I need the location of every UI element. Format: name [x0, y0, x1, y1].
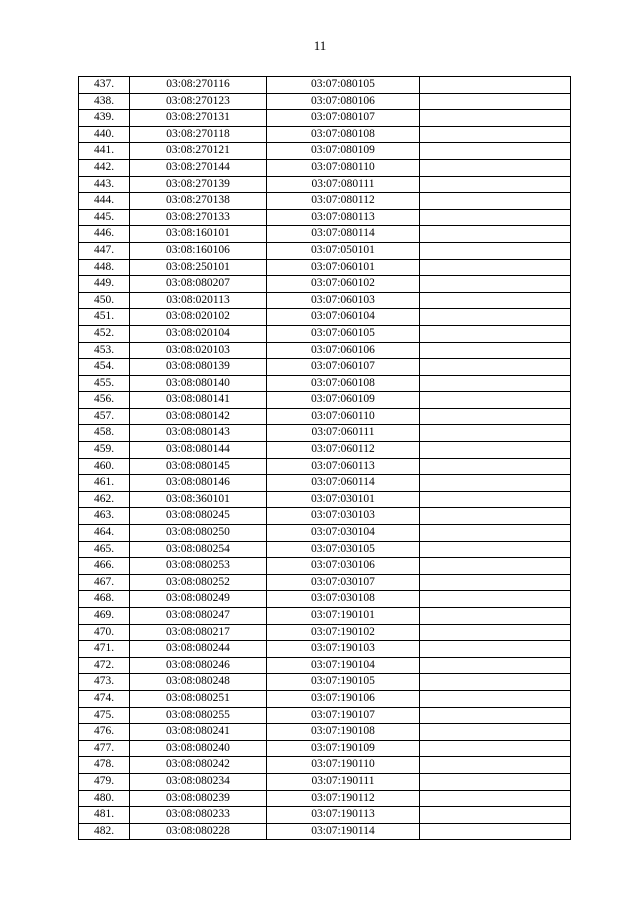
code-b-cell: 03:07:030105 — [267, 541, 420, 558]
empty-cell — [420, 458, 571, 475]
code-b-cell: 03:07:190104 — [267, 657, 420, 674]
empty-cell — [420, 325, 571, 342]
row-number-cell: 464. — [79, 525, 130, 542]
table-row — [79, 823, 571, 840]
empty-cell — [420, 259, 571, 276]
table-row — [79, 309, 571, 326]
code-a-cell: 03:08:270121 — [130, 143, 267, 160]
empty-cell — [420, 408, 571, 425]
code-a-cell: 03:08:080242 — [130, 757, 267, 774]
table-row — [79, 425, 571, 442]
empty-cell — [420, 574, 571, 591]
code-a-cell: 03:08:270139 — [130, 176, 267, 193]
row-number-cell: 477. — [79, 740, 130, 757]
table-row — [79, 525, 571, 542]
row-number-cell: 450. — [79, 292, 130, 309]
empty-cell — [420, 475, 571, 492]
code-b-cell: 03:07:080114 — [267, 226, 420, 243]
code-b-cell: 03:07:030104 — [267, 525, 420, 542]
empty-cell — [420, 740, 571, 757]
code-a-cell: 03:08:020102 — [130, 309, 267, 326]
row-number-cell: 461. — [79, 475, 130, 492]
code-a-cell: 03:08:020103 — [130, 342, 267, 359]
code-b-cell: 03:07:060107 — [267, 359, 420, 376]
code-a-cell: 03:08:080251 — [130, 690, 267, 707]
table-row — [79, 541, 571, 558]
empty-cell — [420, 690, 571, 707]
code-b-cell: 03:07:060112 — [267, 442, 420, 459]
table-row — [79, 608, 571, 625]
code-a-cell: 03:08:270118 — [130, 126, 267, 143]
code-b-cell: 03:07:190102 — [267, 624, 420, 641]
code-a-cell: 03:08:080146 — [130, 475, 267, 492]
code-b-cell: 03:07:080107 — [267, 110, 420, 127]
code-b-cell: 03:07:190109 — [267, 740, 420, 757]
empty-cell — [420, 807, 571, 824]
code-a-cell: 03:08:080246 — [130, 657, 267, 674]
empty-cell — [420, 724, 571, 741]
row-number-cell: 451. — [79, 309, 130, 326]
table-row — [79, 408, 571, 425]
empty-cell — [420, 209, 571, 226]
table-row — [79, 690, 571, 707]
table-row — [79, 276, 571, 293]
table-row — [79, 574, 571, 591]
table-row — [79, 359, 571, 376]
empty-cell — [420, 276, 571, 293]
empty-cell — [420, 242, 571, 259]
empty-cell — [420, 491, 571, 508]
code-a-cell: 03:08:080141 — [130, 392, 267, 409]
row-number-cell: 443. — [79, 176, 130, 193]
row-number-cell: 476. — [79, 724, 130, 741]
empty-cell — [420, 790, 571, 807]
row-number-cell: 449. — [79, 276, 130, 293]
code-a-cell: 03:08:080252 — [130, 574, 267, 591]
code-a-cell: 03:08:160106 — [130, 242, 267, 259]
code-b-cell: 03:07:080110 — [267, 159, 420, 176]
empty-cell — [420, 292, 571, 309]
code-b-cell: 03:07:060103 — [267, 292, 420, 309]
code-a-cell: 03:08:080240 — [130, 740, 267, 757]
empty-cell — [420, 226, 571, 243]
table-row — [79, 77, 571, 94]
row-number-cell: 444. — [79, 193, 130, 210]
table-row — [79, 325, 571, 342]
code-b-cell: 03:07:190112 — [267, 790, 420, 807]
table-row — [79, 126, 571, 143]
code-b-cell: 03:07:060110 — [267, 408, 420, 425]
table-row — [79, 375, 571, 392]
code-a-cell: 03:08:080255 — [130, 707, 267, 724]
code-b-cell: 03:07:080105 — [267, 77, 420, 94]
code-b-cell: 03:07:080108 — [267, 126, 420, 143]
table-row — [79, 491, 571, 508]
row-number-cell: 446. — [79, 226, 130, 243]
code-b-cell: 03:07:060102 — [267, 276, 420, 293]
row-number-cell: 467. — [79, 574, 130, 591]
empty-cell — [420, 375, 571, 392]
empty-cell — [420, 77, 571, 94]
empty-cell — [420, 159, 571, 176]
table-row — [79, 558, 571, 575]
code-a-cell: 03:08:080217 — [130, 624, 267, 641]
code-b-cell: 03:07:080113 — [267, 209, 420, 226]
empty-cell — [420, 359, 571, 376]
row-number-cell: 441. — [79, 143, 130, 160]
row-number-cell: 469. — [79, 608, 130, 625]
empty-cell — [420, 823, 571, 840]
code-a-cell: 03:08:270138 — [130, 193, 267, 210]
code-a-cell: 03:08:080254 — [130, 541, 267, 558]
row-number-cell: 465. — [79, 541, 130, 558]
empty-cell — [420, 342, 571, 359]
code-b-cell: 03:07:060105 — [267, 325, 420, 342]
table-row — [79, 259, 571, 276]
code-a-cell: 03:08:270116 — [130, 77, 267, 94]
table-row — [79, 442, 571, 459]
empty-cell — [420, 126, 571, 143]
row-number-cell: 439. — [79, 110, 130, 127]
row-number-cell: 456. — [79, 392, 130, 409]
row-number-cell: 455. — [79, 375, 130, 392]
table-row — [79, 226, 571, 243]
code-b-cell: 03:07:190111 — [267, 773, 420, 790]
row-number-cell: 440. — [79, 126, 130, 143]
code-a-cell: 03:08:270123 — [130, 93, 267, 110]
code-b-cell: 03:07:030106 — [267, 558, 420, 575]
code-a-cell: 03:08:080234 — [130, 773, 267, 790]
row-number-cell: 453. — [79, 342, 130, 359]
code-a-cell: 03:08:080143 — [130, 425, 267, 442]
empty-cell — [420, 110, 571, 127]
data-table — [78, 76, 571, 840]
row-number-cell: 458. — [79, 425, 130, 442]
empty-cell — [420, 525, 571, 542]
code-a-cell: 03:08:080241 — [130, 724, 267, 741]
table-row — [79, 110, 571, 127]
row-number-cell: 442. — [79, 159, 130, 176]
code-b-cell: 03:07:060104 — [267, 309, 420, 326]
code-b-cell: 03:07:080109 — [267, 143, 420, 160]
row-number-cell: 479. — [79, 773, 130, 790]
row-number-cell: 462. — [79, 491, 130, 508]
table-row — [79, 790, 571, 807]
code-b-cell: 03:07:030108 — [267, 591, 420, 608]
row-number-cell: 471. — [79, 641, 130, 658]
code-a-cell: 03:08:080207 — [130, 276, 267, 293]
code-b-cell: 03:07:190113 — [267, 807, 420, 824]
table-row — [79, 176, 571, 193]
row-number-cell: 457. — [79, 408, 130, 425]
table-row — [79, 392, 571, 409]
code-a-cell: 03:08:080250 — [130, 525, 267, 542]
code-b-cell: 03:07:030107 — [267, 574, 420, 591]
code-b-cell: 03:07:190101 — [267, 608, 420, 625]
code-b-cell: 03:07:190114 — [267, 823, 420, 840]
code-a-cell: 03:08:270131 — [130, 110, 267, 127]
code-b-cell: 03:07:190106 — [267, 690, 420, 707]
code-a-cell: 03:08:080247 — [130, 608, 267, 625]
code-a-cell: 03:08:080139 — [130, 359, 267, 376]
empty-cell — [420, 591, 571, 608]
row-number-cell: 480. — [79, 790, 130, 807]
table-row — [79, 159, 571, 176]
table-row — [79, 508, 571, 525]
code-a-cell: 03:08:270144 — [130, 159, 267, 176]
code-b-cell: 03:07:060113 — [267, 458, 420, 475]
code-a-cell: 03:08:080140 — [130, 375, 267, 392]
table-body — [79, 77, 571, 840]
code-a-cell: 03:08:020104 — [130, 325, 267, 342]
table-row — [79, 740, 571, 757]
table-row — [79, 657, 571, 674]
code-a-cell: 03:08:080253 — [130, 558, 267, 575]
code-b-cell: 03:07:190105 — [267, 674, 420, 691]
table-row — [79, 242, 571, 259]
row-number-cell: 447. — [79, 242, 130, 259]
empty-cell — [420, 707, 571, 724]
code-b-cell: 03:07:060108 — [267, 375, 420, 392]
code-a-cell: 03:08:080233 — [130, 807, 267, 824]
empty-cell — [420, 143, 571, 160]
row-number-cell: 437. — [79, 77, 130, 94]
empty-cell — [420, 558, 571, 575]
empty-cell — [420, 608, 571, 625]
table-row — [79, 624, 571, 641]
code-a-cell: 03:08:080239 — [130, 790, 267, 807]
row-number-cell: 448. — [79, 259, 130, 276]
code-a-cell: 03:08:080142 — [130, 408, 267, 425]
code-b-cell: 03:07:050101 — [267, 242, 420, 259]
table-row — [79, 674, 571, 691]
table-row — [79, 641, 571, 658]
empty-cell — [420, 93, 571, 110]
code-b-cell: 03:07:190108 — [267, 724, 420, 741]
row-number-cell: 452. — [79, 325, 130, 342]
table-row — [79, 773, 571, 790]
code-a-cell: 03:08:080248 — [130, 674, 267, 691]
code-b-cell: 03:07:060111 — [267, 425, 420, 442]
code-b-cell: 03:07:190110 — [267, 757, 420, 774]
table-row — [79, 757, 571, 774]
code-a-cell: 03:08:270133 — [130, 209, 267, 226]
code-b-cell: 03:07:060114 — [267, 475, 420, 492]
row-number-cell: 459. — [79, 442, 130, 459]
empty-cell — [420, 508, 571, 525]
empty-cell — [420, 641, 571, 658]
table-row — [79, 193, 571, 210]
code-b-cell: 03:07:190103 — [267, 641, 420, 658]
code-b-cell: 03:07:060109 — [267, 392, 420, 409]
empty-cell — [420, 657, 571, 674]
row-number-cell: 466. — [79, 558, 130, 575]
empty-cell — [420, 442, 571, 459]
table-row — [79, 475, 571, 492]
row-number-cell: 460. — [79, 458, 130, 475]
code-b-cell: 03:07:080111 — [267, 176, 420, 193]
row-number-cell: 473. — [79, 674, 130, 691]
row-number-cell: 472. — [79, 657, 130, 674]
code-a-cell: 03:08:160101 — [130, 226, 267, 243]
code-a-cell: 03:08:020113 — [130, 292, 267, 309]
code-b-cell: 03:07:190107 — [267, 707, 420, 724]
table-row — [79, 342, 571, 359]
empty-cell — [420, 176, 571, 193]
empty-cell — [420, 309, 571, 326]
code-a-cell: 03:08:360101 — [130, 491, 267, 508]
empty-cell — [420, 193, 571, 210]
empty-cell — [420, 624, 571, 641]
table-row — [79, 458, 571, 475]
table-row — [79, 292, 571, 309]
row-number-cell: 482. — [79, 823, 130, 840]
row-number-cell: 478. — [79, 757, 130, 774]
table-row — [79, 591, 571, 608]
code-a-cell: 03:08:250101 — [130, 259, 267, 276]
empty-cell — [420, 392, 571, 409]
empty-cell — [420, 541, 571, 558]
row-number-cell: 468. — [79, 591, 130, 608]
row-number-cell: 438. — [79, 93, 130, 110]
row-number-cell: 454. — [79, 359, 130, 376]
row-number-cell: 475. — [79, 707, 130, 724]
empty-cell — [420, 757, 571, 774]
code-b-cell: 03:07:080112 — [267, 193, 420, 210]
code-a-cell: 03:08:080228 — [130, 823, 267, 840]
code-a-cell: 03:08:080245 — [130, 508, 267, 525]
row-number-cell: 481. — [79, 807, 130, 824]
table-row — [79, 707, 571, 724]
code-b-cell: 03:07:030101 — [267, 491, 420, 508]
page-number: 11 — [313, 38, 327, 53]
code-a-cell: 03:08:080244 — [130, 641, 267, 658]
empty-cell — [420, 674, 571, 691]
table-row — [79, 724, 571, 741]
table-row — [79, 807, 571, 824]
row-number-cell: 470. — [79, 624, 130, 641]
empty-cell — [420, 773, 571, 790]
code-a-cell: 03:08:080249 — [130, 591, 267, 608]
code-b-cell: 03:07:080106 — [267, 93, 420, 110]
table-row — [79, 209, 571, 226]
empty-cell — [420, 425, 571, 442]
code-b-cell: 03:07:060106 — [267, 342, 420, 359]
row-number-cell: 474. — [79, 690, 130, 707]
code-a-cell: 03:08:080144 — [130, 442, 267, 459]
row-number-cell: 463. — [79, 508, 130, 525]
code-a-cell: 03:08:080145 — [130, 458, 267, 475]
code-b-cell: 03:07:060101 — [267, 259, 420, 276]
table-row — [79, 143, 571, 160]
code-b-cell: 03:07:030103 — [267, 508, 420, 525]
table-row — [79, 93, 571, 110]
row-number-cell: 445. — [79, 209, 130, 226]
